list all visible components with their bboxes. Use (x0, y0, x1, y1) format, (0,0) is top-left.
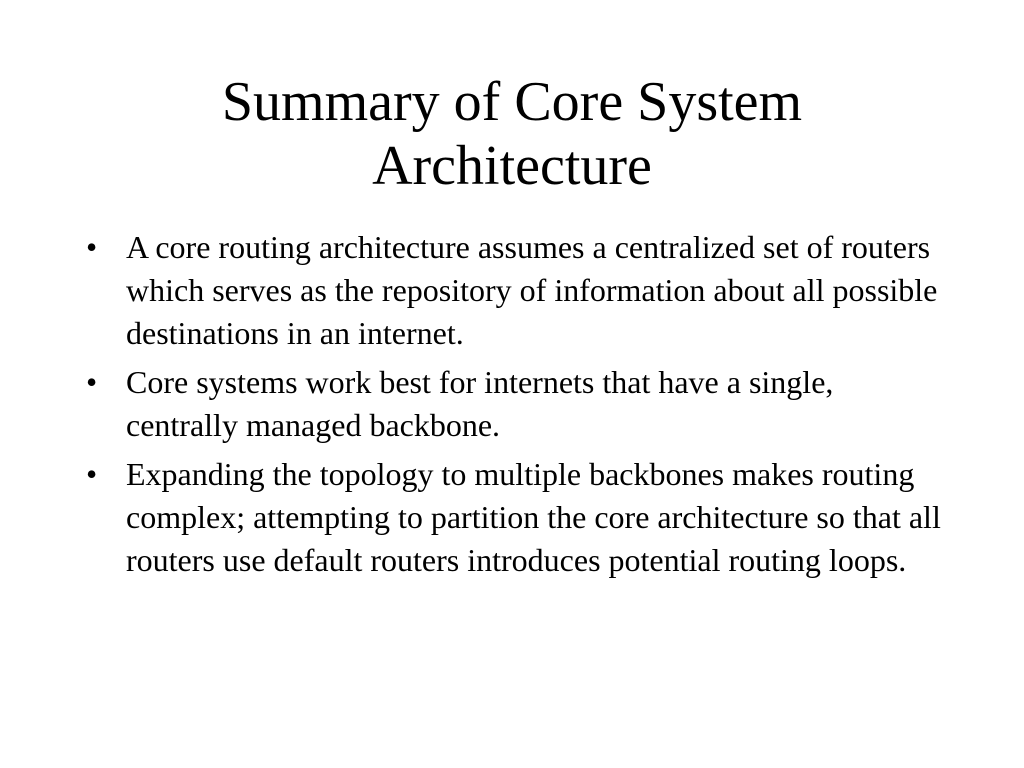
bullet-text: Expanding the topology to multiple backbones makes routing complex; attempting to partition the core architecture so that all routers use default routers introduces potential routing loops. (126, 456, 941, 578)
bullet-icon: • (86, 229, 98, 265)
bullet-text: A core routing architecture assumes a centralized set of routers which serves as the repository of information about all possible destinations in an internet. (126, 229, 938, 351)
bullet-item-1 (86, 226, 946, 355)
bullet-list (86, 226, 946, 588)
bullet-item-3 (86, 453, 946, 582)
slide-title: Summary of Core System Architecture (221, 71, 803, 197)
bullet-icon: • (86, 364, 98, 400)
bullet-text: Core systems work best for internets that have a single, centrally managed backbone. (126, 364, 834, 443)
bullet-item-2 (86, 361, 946, 447)
bullet-icon: • (86, 456, 98, 492)
